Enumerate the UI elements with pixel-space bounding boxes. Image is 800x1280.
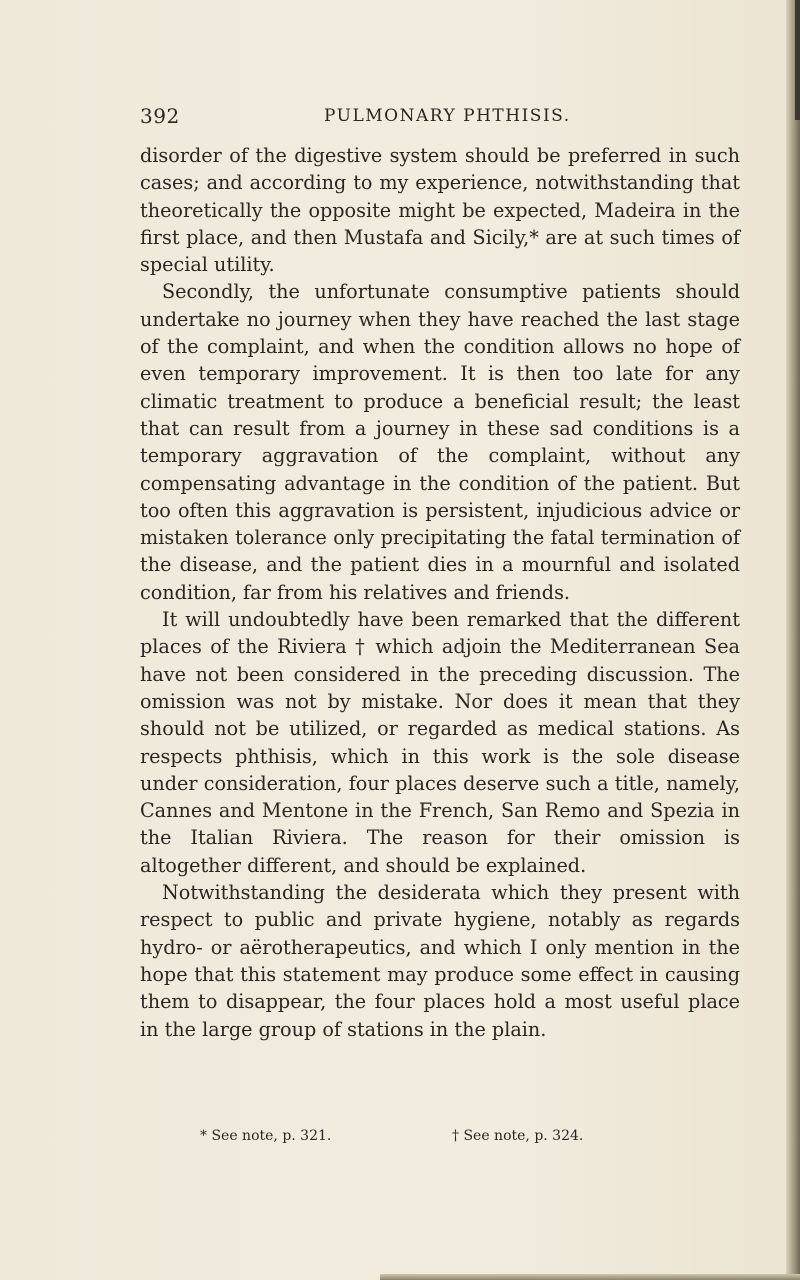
footnotes xyxy=(200,1128,740,1150)
page-edge-shadow xyxy=(786,0,800,1280)
page-edge-dark-strip xyxy=(795,0,800,120)
paragraph-3: It will undoubtedly have been remarked that the different places of the Riviera † which adjoin the Mediterranean Sea have not been considered in the preceding discussion. The omission was not by mistake. Nor does it mean that they should not be utilized, or regarded as medical stations. As respects phthisis, which in this work is the sole disease under consideration, four places deserve such a title, namely, Cannes and Mentone in the French, San Remo and Spezia in the Italian Riviera. The reason for their omission is altogether different, and should be explained. xyxy=(140,608,740,877)
paragraph-1: disorder of the digestive system should be preferred in such cases; and according to my experience, notwithstanding that theoretically the opposite might be expected, Madeira in the first place, and then Mustafa and Sicily,* are at such times of special utility. xyxy=(140,144,740,277)
running-title: PULMONARY PHTHISIS. xyxy=(324,106,571,126)
footnote-2: † See note, p. 324. xyxy=(452,1128,584,1144)
page-header xyxy=(140,104,740,130)
paragraph-2: Secondly, the unfortunate consumptive patients should undertake no journey when they have reached the last stage of the complaint, and when the condition allows no hope of even temporary improvement. It is then too late for any climatic treatment to produce a beneficial result; the least that can result from a journey in these sad conditions is a temporary aggravation of the complaint, without any compensating advantage in the condition of the patient. But too often this aggravation is persistent, injudicious advice or mistaken tolerance only precipitating the fatal termination of the disease, and the patient dies in a mournful and isolated condition, far from his relatives and friends. xyxy=(140,280,740,604)
page-number: 392 xyxy=(140,104,180,128)
page-bottom-edge xyxy=(380,1274,800,1280)
footnote-1: * See note, p. 321. xyxy=(200,1128,332,1144)
body-text xyxy=(140,142,740,1043)
paragraph-4: Notwithstanding the desiderata which they present with respect to public and private hygiene, notably as regards hydro- or aërotherapeutics, and which I only mention in the hope that this statement may produce some effect in causing them to disappear, the four places hold a most useful place in the large group of stations in the plain. xyxy=(140,881,740,1041)
